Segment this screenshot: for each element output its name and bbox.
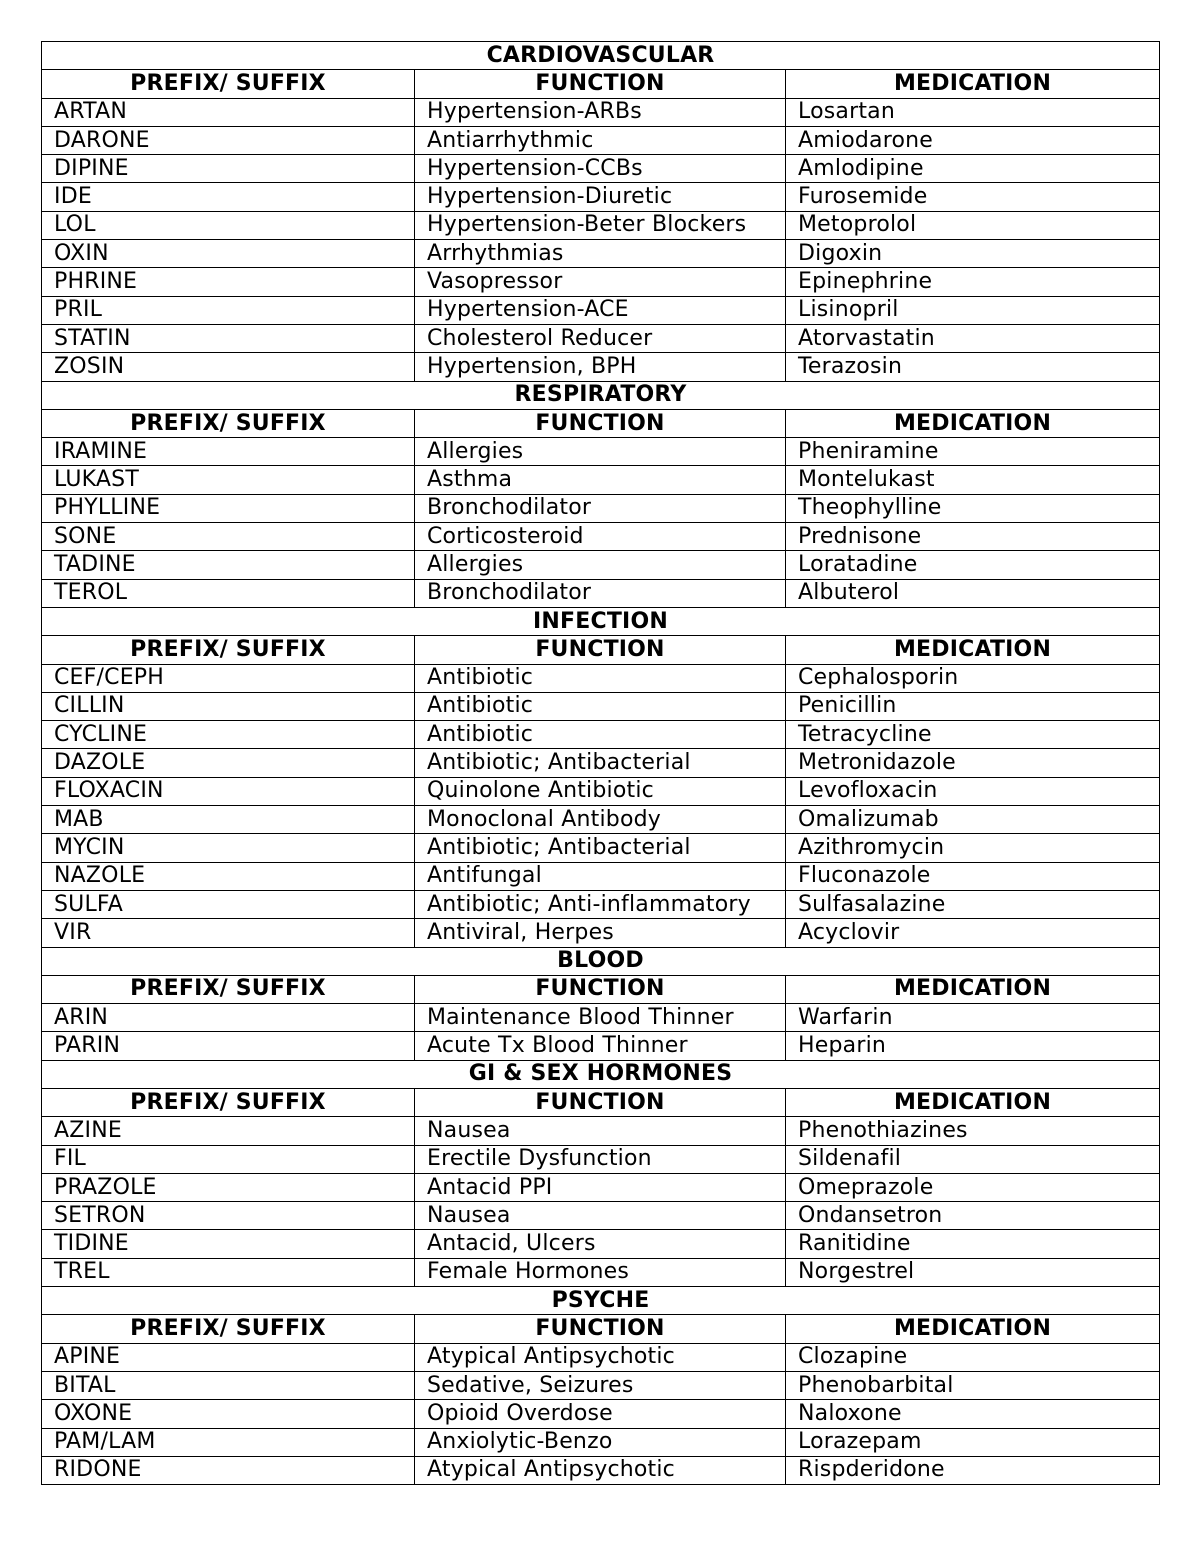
cell-medication: Sulfasalazine <box>786 890 1160 918</box>
cell-medication: Atorvastatin <box>786 324 1160 352</box>
table-row <box>42 890 1160 918</box>
cell-prefix: DIPINE <box>42 155 415 183</box>
cell-medication: Albuterol <box>786 579 1160 607</box>
column-header-row <box>42 975 1160 1003</box>
column-header-function: FUNCTION <box>415 409 786 437</box>
cell-prefix: AZINE <box>42 1117 415 1145</box>
cell-medication: Metronidazole <box>786 749 1160 777</box>
cell-prefix: IRAMINE <box>42 438 415 466</box>
cell-function: Vasopressor <box>415 268 786 296</box>
cell-function: Arrhythmias <box>415 240 786 268</box>
table-row <box>42 1230 1160 1258</box>
table-row <box>42 126 1160 154</box>
cell-function: Erectile Dysfunction <box>415 1145 786 1173</box>
cell-function: Antibiotic <box>415 721 786 749</box>
table-row <box>42 919 1160 947</box>
cell-function: Nausea <box>415 1117 786 1145</box>
cell-prefix: DARONE <box>42 126 415 154</box>
cell-prefix: PHRINE <box>42 268 415 296</box>
cell-medication: Omalizumab <box>786 806 1160 834</box>
cell-prefix: TEROL <box>42 579 415 607</box>
cell-function: Bronchodilator <box>415 579 786 607</box>
cell-prefix: LUKAST <box>42 466 415 494</box>
table-row <box>42 268 1160 296</box>
cell-medication: Penicillin <box>786 692 1160 720</box>
section-title: PSYCHE <box>42 1287 1160 1315</box>
section-title-row <box>42 42 1160 70</box>
cell-prefix: TADINE <box>42 551 415 579</box>
cell-function: Antibiotic; Antibacterial <box>415 834 786 862</box>
cell-medication: Metoprolol <box>786 211 1160 239</box>
cell-function: Asthma <box>415 466 786 494</box>
cell-medication: Clozapine <box>786 1343 1160 1371</box>
cell-prefix: PHYLLINE <box>42 494 415 522</box>
section-title-row <box>42 381 1160 409</box>
table-row <box>42 1117 1160 1145</box>
section-title: INFECTION <box>42 607 1160 635</box>
cell-function: Atypical Antipsychotic <box>415 1343 786 1371</box>
column-header-medication: MEDICATION <box>786 409 1160 437</box>
cell-function: Hypertension-Diuretic <box>415 183 786 211</box>
medication-suffix-table <box>41 41 1160 1485</box>
cell-function: Anxiolytic-Benzo <box>415 1428 786 1456</box>
column-header-function: FUNCTION <box>415 70 786 98</box>
cell-function: Atypical Antipsychotic <box>415 1456 786 1484</box>
column-header-row <box>42 636 1160 664</box>
cell-function: Antiarrhythmic <box>415 126 786 154</box>
cell-medication: Naloxone <box>786 1400 1160 1428</box>
cell-medication: Lisinopril <box>786 296 1160 324</box>
cell-medication: Theophylline <box>786 494 1160 522</box>
column-header-medication: MEDICATION <box>786 1315 1160 1343</box>
cell-function: Hypertension-ACE <box>415 296 786 324</box>
cell-prefix: BITAL <box>42 1371 415 1399</box>
cell-medication: Montelukast <box>786 466 1160 494</box>
cell-prefix: ARIN <box>42 1004 415 1032</box>
column-header-prefix: PREFIX/ SUFFIX <box>42 409 415 437</box>
column-header-row <box>42 70 1160 98</box>
table-row <box>42 494 1160 522</box>
cell-medication: Heparin <box>786 1032 1160 1060</box>
section-title: RESPIRATORY <box>42 381 1160 409</box>
table-row <box>42 692 1160 720</box>
section-title-row <box>42 1060 1160 1088</box>
column-header-function: FUNCTION <box>415 636 786 664</box>
cell-medication: Pheniramine <box>786 438 1160 466</box>
cell-medication: Fluconazole <box>786 862 1160 890</box>
table-row <box>42 749 1160 777</box>
cell-function: Quinolone Antibiotic <box>415 777 786 805</box>
cell-prefix: ARTAN <box>42 98 415 126</box>
table-row <box>42 211 1160 239</box>
cell-prefix: STATIN <box>42 324 415 352</box>
cell-medication: Tetracycline <box>786 721 1160 749</box>
cell-prefix: CEF/CEPH <box>42 664 415 692</box>
table-row <box>42 353 1160 381</box>
section-title: GI & SEX HORMONES <box>42 1060 1160 1088</box>
cell-function: Antibiotic; Antibacterial <box>415 749 786 777</box>
cell-prefix: IDE <box>42 183 415 211</box>
table-row <box>42 1371 1160 1399</box>
column-header-medication: MEDICATION <box>786 70 1160 98</box>
cell-prefix: TIDINE <box>42 1230 415 1258</box>
table-row <box>42 296 1160 324</box>
cell-prefix: SULFA <box>42 890 415 918</box>
cell-medication: Levofloxacin <box>786 777 1160 805</box>
cell-medication: Omeprazole <box>786 1173 1160 1201</box>
cell-medication: Loratadine <box>786 551 1160 579</box>
table-row <box>42 183 1160 211</box>
cell-function: Monoclonal Antibody <box>415 806 786 834</box>
section-title-row <box>42 607 1160 635</box>
cell-medication: Rispderidone <box>786 1456 1160 1484</box>
table-row <box>42 834 1160 862</box>
cell-function: Hypertension, BPH <box>415 353 786 381</box>
table-row <box>42 1343 1160 1371</box>
table-row <box>42 1004 1160 1032</box>
cell-medication: Sildenafil <box>786 1145 1160 1173</box>
table-row <box>42 1428 1160 1456</box>
cell-prefix: ZOSIN <box>42 353 415 381</box>
cell-prefix: PAM/LAM <box>42 1428 415 1456</box>
table-row <box>42 1258 1160 1286</box>
table-row <box>42 324 1160 352</box>
column-header-row <box>42 1088 1160 1116</box>
table-row <box>42 806 1160 834</box>
table-row <box>42 862 1160 890</box>
cell-prefix: TREL <box>42 1258 415 1286</box>
column-header-function: FUNCTION <box>415 1315 786 1343</box>
table-row <box>42 664 1160 692</box>
cell-prefix: SONE <box>42 523 415 551</box>
table-row <box>42 551 1160 579</box>
table-row <box>42 240 1160 268</box>
cell-prefix: SETRON <box>42 1202 415 1230</box>
cell-prefix: MAB <box>42 806 415 834</box>
cell-medication: Epinephrine <box>786 268 1160 296</box>
table-row <box>42 466 1160 494</box>
cell-medication: Furosemide <box>786 183 1160 211</box>
column-header-medication: MEDICATION <box>786 975 1160 1003</box>
cell-medication: Azithromycin <box>786 834 1160 862</box>
table-row <box>42 579 1160 607</box>
section-title-row <box>42 947 1160 975</box>
cell-medication: Digoxin <box>786 240 1160 268</box>
cell-prefix: APINE <box>42 1343 415 1371</box>
cell-function: Antibiotic <box>415 664 786 692</box>
cell-medication: Lorazepam <box>786 1428 1160 1456</box>
cell-function: Hypertension-ARBs <box>415 98 786 126</box>
cell-prefix: OXONE <box>42 1400 415 1428</box>
cell-function: Female Hormones <box>415 1258 786 1286</box>
table-row <box>42 523 1160 551</box>
cell-function: Hypertension-CCBs <box>415 155 786 183</box>
table-row <box>42 721 1160 749</box>
table-row <box>42 1400 1160 1428</box>
cell-medication: Amlodipine <box>786 155 1160 183</box>
cell-prefix: LOL <box>42 211 415 239</box>
cell-prefix: PRAZOLE <box>42 1173 415 1201</box>
cell-medication: Phenothiazines <box>786 1117 1160 1145</box>
column-header-prefix: PREFIX/ SUFFIX <box>42 70 415 98</box>
cell-medication: Losartan <box>786 98 1160 126</box>
cell-prefix: CYCLINE <box>42 721 415 749</box>
column-header-prefix: PREFIX/ SUFFIX <box>42 636 415 664</box>
table-row <box>42 1456 1160 1484</box>
section-title-row <box>42 1287 1160 1315</box>
cell-medication: Ondansetron <box>786 1202 1160 1230</box>
column-header-function: FUNCTION <box>415 975 786 1003</box>
table-row <box>42 438 1160 466</box>
table-row <box>42 155 1160 183</box>
cell-prefix: FLOXACIN <box>42 777 415 805</box>
cell-function: Nausea <box>415 1202 786 1230</box>
cell-prefix: VIR <box>42 919 415 947</box>
cell-prefix: RIDONE <box>42 1456 415 1484</box>
column-header-row <box>42 1315 1160 1343</box>
cell-prefix: FIL <box>42 1145 415 1173</box>
cell-function: Antacid, Ulcers <box>415 1230 786 1258</box>
cell-prefix: OXIN <box>42 240 415 268</box>
cell-medication: Prednisone <box>786 523 1160 551</box>
cell-function: Sedative, Seizures <box>415 1371 786 1399</box>
table-row <box>42 1032 1160 1060</box>
cell-medication: Acyclovir <box>786 919 1160 947</box>
cell-function: Cholesterol Reducer <box>415 324 786 352</box>
cell-medication: Ranitidine <box>786 1230 1160 1258</box>
cell-medication: Phenobarbital <box>786 1371 1160 1399</box>
table-body <box>42 42 1160 1485</box>
table-row <box>42 777 1160 805</box>
cell-prefix: NAZOLE <box>42 862 415 890</box>
cell-function: Antacid PPI <box>415 1173 786 1201</box>
cell-function: Antifungal <box>415 862 786 890</box>
cell-function: Acute Tx Blood Thinner <box>415 1032 786 1060</box>
cell-prefix: DAZOLE <box>42 749 415 777</box>
cell-medication: Norgestrel <box>786 1258 1160 1286</box>
column-header-medication: MEDICATION <box>786 1088 1160 1116</box>
column-header-prefix: PREFIX/ SUFFIX <box>42 1315 415 1343</box>
column-header-function: FUNCTION <box>415 1088 786 1116</box>
column-header-row <box>42 409 1160 437</box>
cell-function: Allergies <box>415 551 786 579</box>
cell-function: Maintenance Blood Thinner <box>415 1004 786 1032</box>
cell-function: Bronchodilator <box>415 494 786 522</box>
cell-medication: Cephalosporin <box>786 664 1160 692</box>
cell-function: Antibiotic; Anti-inflammatory <box>415 890 786 918</box>
column-header-medication: MEDICATION <box>786 636 1160 664</box>
column-header-prefix: PREFIX/ SUFFIX <box>42 975 415 1003</box>
cell-function: Allergies <box>415 438 786 466</box>
cell-function: Corticosteroid <box>415 523 786 551</box>
cell-prefix: CILLIN <box>42 692 415 720</box>
table-row <box>42 1202 1160 1230</box>
cell-function: Opioid Overdose <box>415 1400 786 1428</box>
cell-prefix: PARIN <box>42 1032 415 1060</box>
section-title: BLOOD <box>42 947 1160 975</box>
column-header-prefix: PREFIX/ SUFFIX <box>42 1088 415 1116</box>
table-row <box>42 1145 1160 1173</box>
cell-medication: Warfarin <box>786 1004 1160 1032</box>
cell-function: Hypertension-Beter Blockers <box>415 211 786 239</box>
section-title: CARDIOVASCULAR <box>42 42 1160 70</box>
table-row <box>42 1173 1160 1201</box>
cell-medication: Terazosin <box>786 353 1160 381</box>
cell-prefix: PRIL <box>42 296 415 324</box>
cell-function: Antibiotic <box>415 692 786 720</box>
table-row <box>42 98 1160 126</box>
cell-function: Antiviral, Herpes <box>415 919 786 947</box>
cell-prefix: MYCIN <box>42 834 415 862</box>
cell-medication: Amiodarone <box>786 126 1160 154</box>
